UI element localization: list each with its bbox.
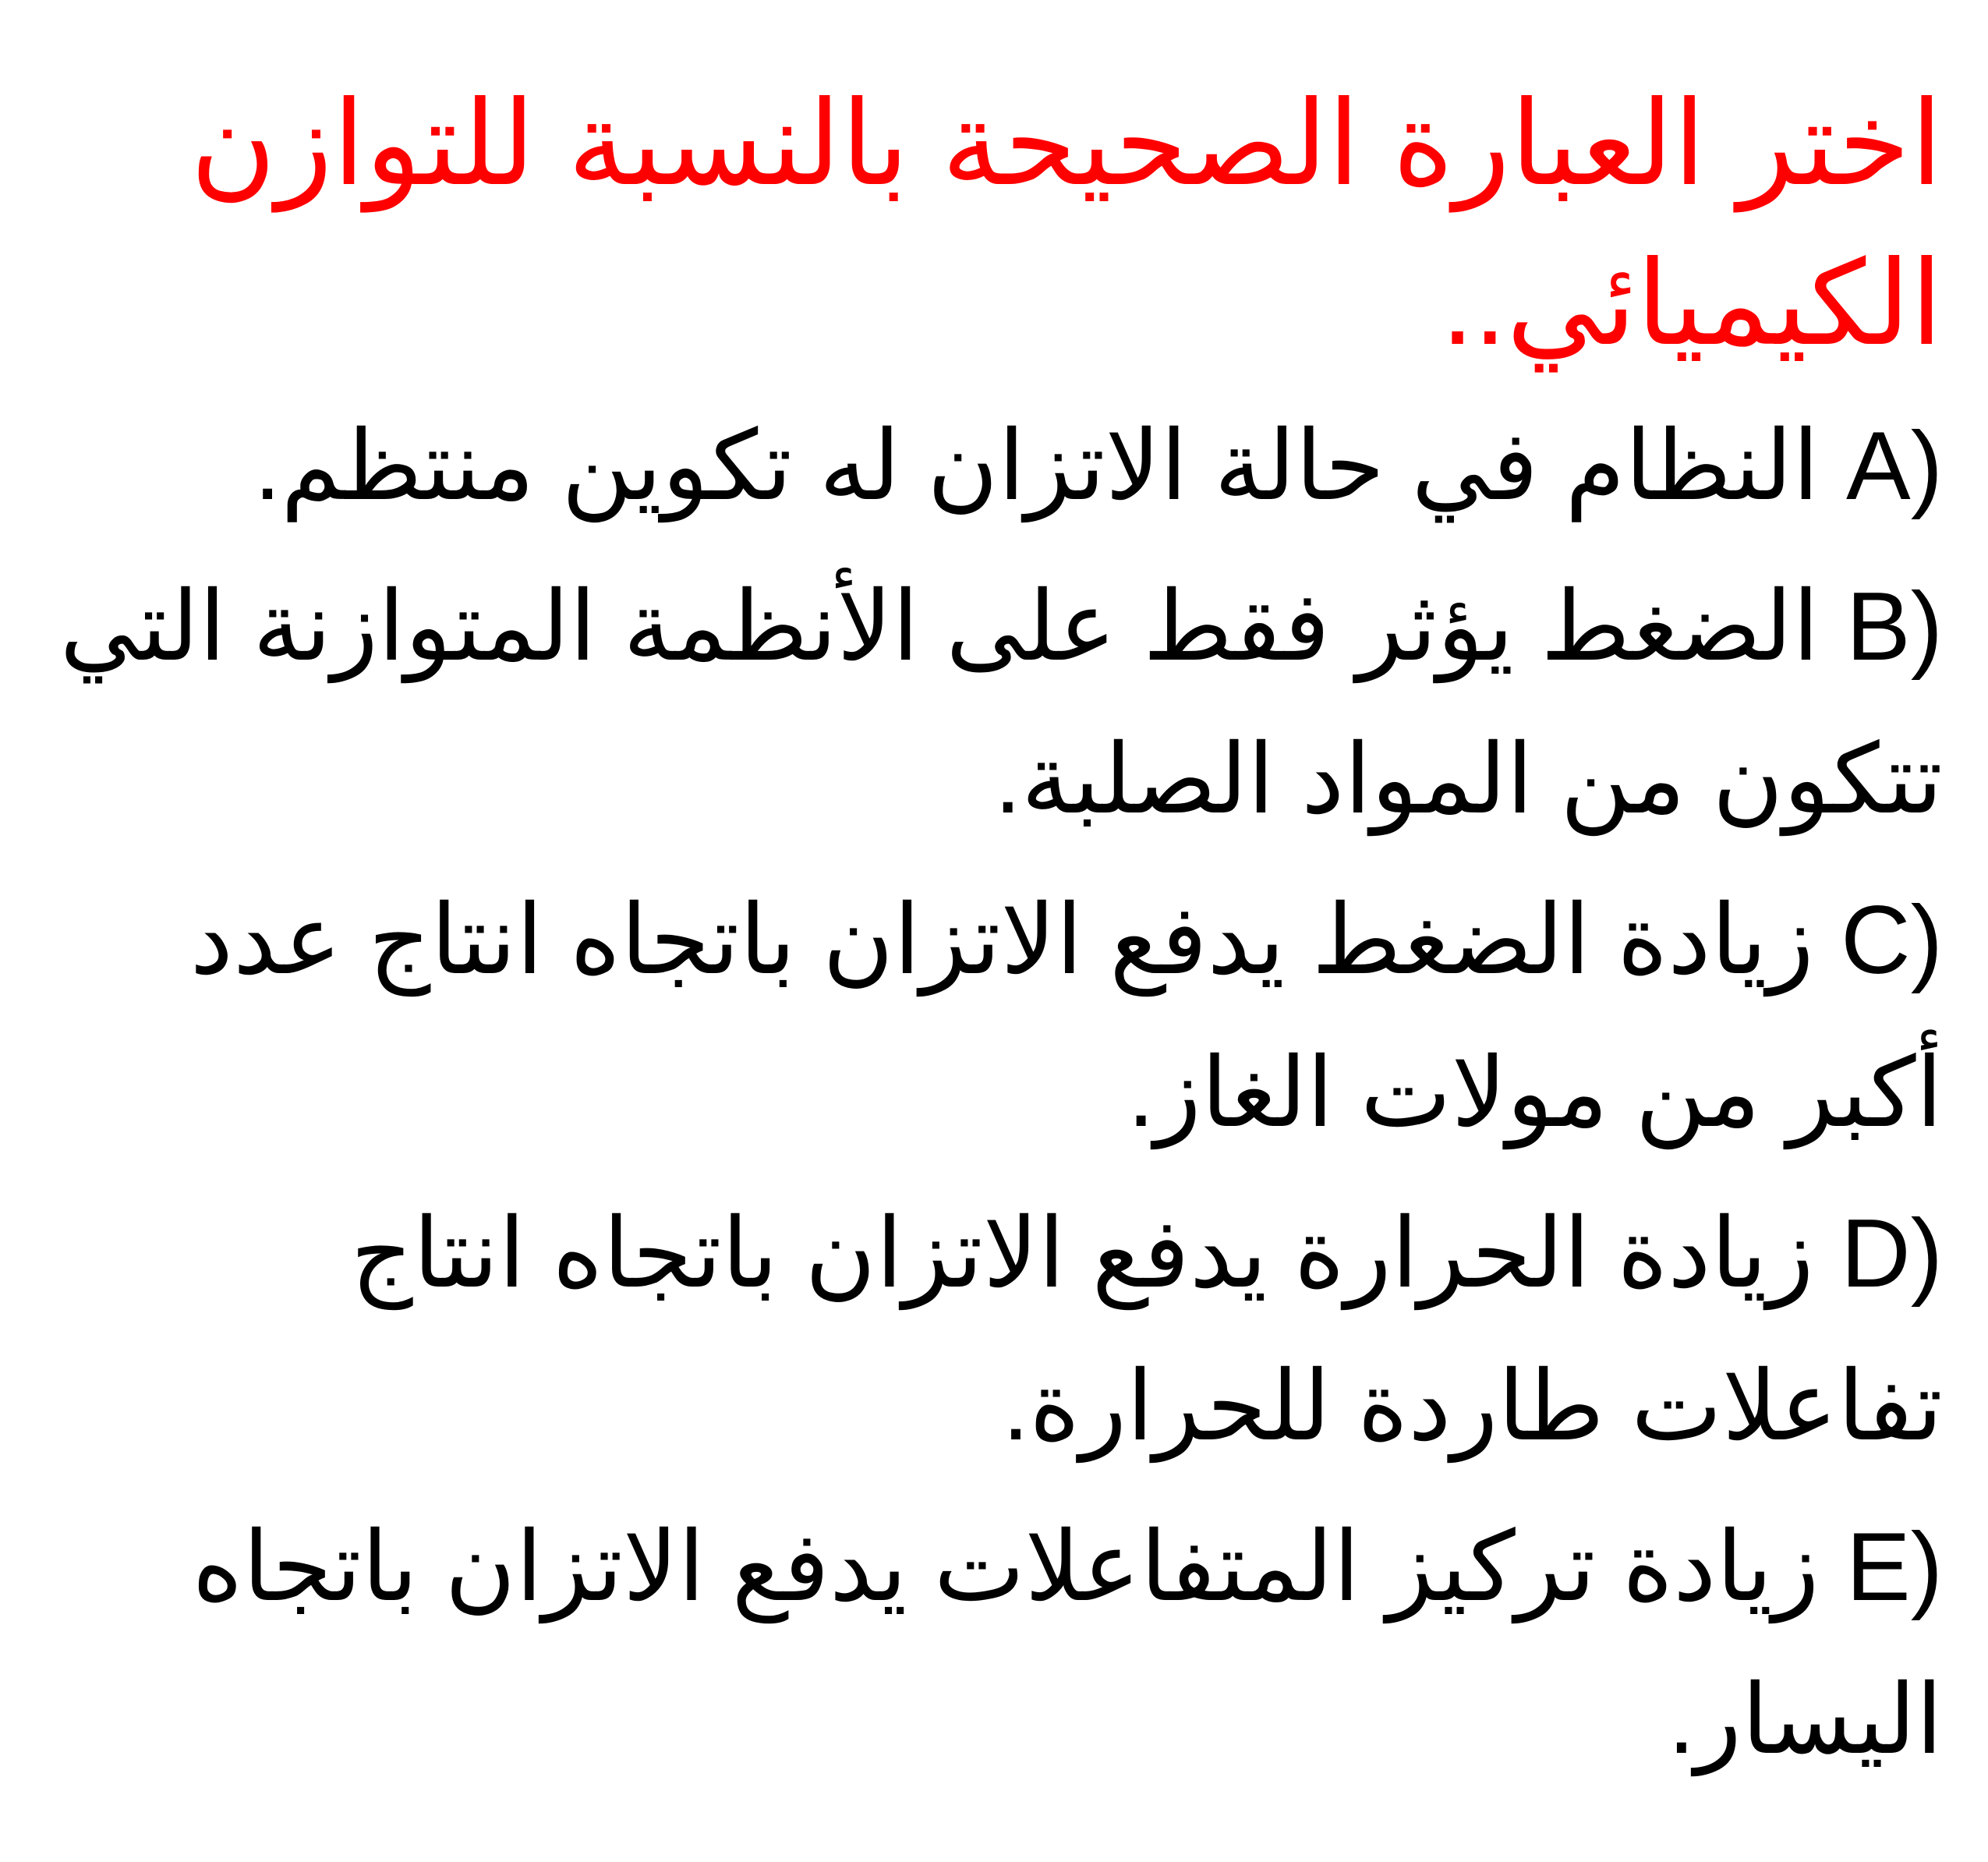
question-title: اختر العبارة الصحيحة بالنسبة للتوازن الكيميائي.. [190, 78, 1943, 369]
answer-option-c [56, 864, 1943, 1170]
answer-option-a [56, 390, 1943, 543]
option-letter-e: E) [1846, 1513, 1943, 1621]
answer-option-b [56, 550, 1943, 856]
option-text-a: النظام في حالة الاتزان له تكوين منتظم. [253, 412, 1820, 520]
answer-option-d [56, 1177, 1943, 1483]
option-letter-b: B) [1846, 573, 1943, 681]
option-text-d: زيادة الحرارة يدفع الاتزان باتجاه انتاج تفاعلات طاردة للحرارة. [350, 1200, 1943, 1460]
option-letter-d: D) [1841, 1200, 1943, 1308]
option-text-c: زيادة الضغط يدفع الاتزان باتجاه انتاج عدد أكبر من مولات الغاز. [189, 887, 1943, 1147]
option-letter-a: A) [1846, 412, 1943, 520]
option-letter-c: C) [1841, 887, 1943, 994]
question-content [56, 64, 1943, 1804]
option-text-e: زيادة تركيز المتفاعلات يدفع الاتزان باتجاه اليسار. [192, 1513, 1943, 1774]
option-text-b: الضغط يؤثر فقط على الأنظمة المتوازنة التي تتكون من المواد الصلبة. [59, 573, 1943, 834]
answer-option-e [56, 1491, 1943, 1797]
answer-options-list [56, 390, 1943, 1797]
